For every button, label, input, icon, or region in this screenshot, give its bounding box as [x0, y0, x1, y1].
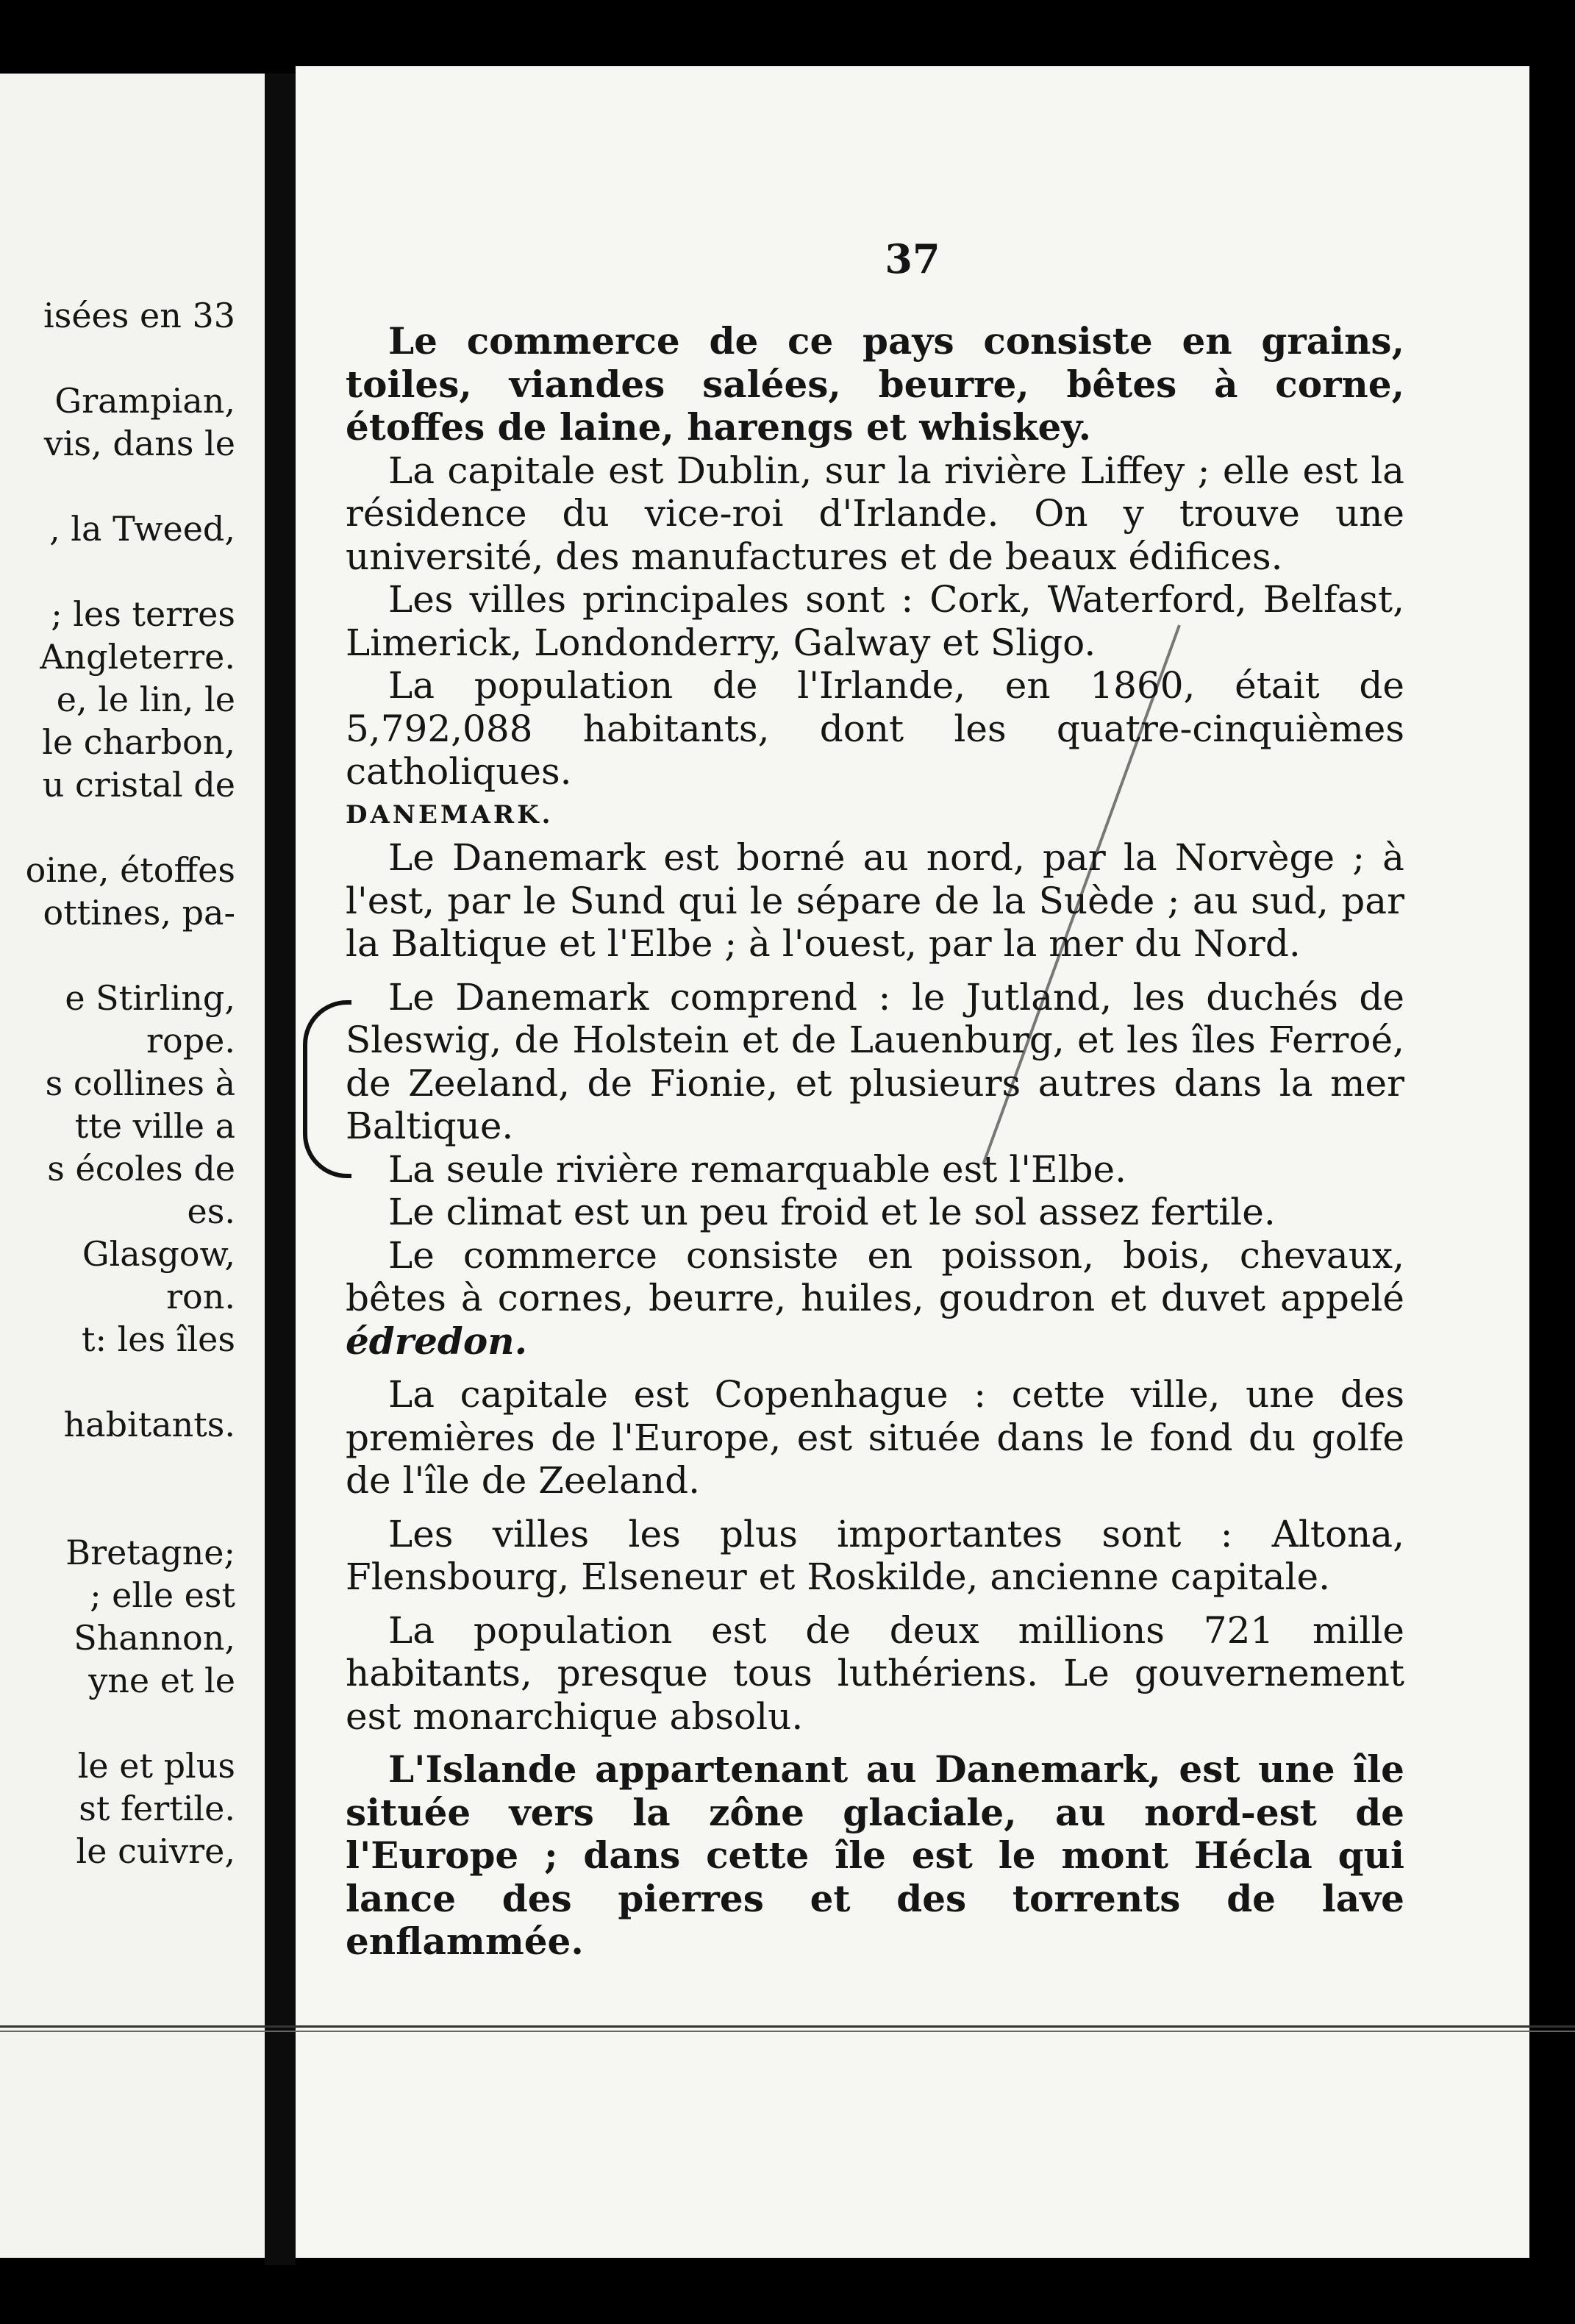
left-page-line: oine, étoffes: [25, 850, 235, 890]
paragraph-villes-danemark: Les villes les plus importantes sont : Altona, Flensbourg, Elseneur et Roskilde, ancienne capitale.: [346, 1512, 1404, 1598]
left-page-line: es.: [187, 1191, 235, 1231]
left-page: [0, 74, 265, 2258]
left-page-line: [0, 550, 235, 593]
left-page-line: Grampian,: [54, 381, 235, 421]
left-page-line: u cristal de: [42, 765, 235, 805]
left-page-line: s écoles de: [47, 1149, 235, 1188]
page-number: 37: [885, 235, 940, 282]
left-page-line: e, le lin, le: [56, 680, 235, 719]
left-page-line: le cuivre,: [76, 1831, 235, 1871]
left-page-line: Angleterre.: [40, 637, 235, 677]
paragraph-climat-danemark: Le climat est un peu froid et le sol assez fertile.: [388, 1191, 1276, 1233]
left-page-line: Shannon,: [74, 1618, 235, 1658]
paragraph-villes-irlande: Les villes principales sont : Cork, Waterford, Belfast, Limerick, Londonderry, Galway et Sligo.: [346, 578, 1404, 664]
left-page-line: Bretagne;: [65, 1533, 235, 1572]
left-page-line: [0, 1702, 235, 1744]
left-page-line: st fertile.: [79, 1789, 235, 1828]
left-page-line: le charbon,: [42, 722, 235, 762]
book-spine: [265, 74, 296, 2265]
left-page-line: [0, 1489, 235, 1531]
left-page-line: yne et le: [88, 1661, 235, 1700]
left-page-line: habitants.: [63, 1405, 235, 1444]
left-page-line: [0, 337, 235, 379]
commerce-text: Le commerce consiste en poisson, bois, chevaux, bêtes à cornes, beurre, huiles, goudron et duvet appelé: [346, 1233, 1404, 1319]
text-column: [346, 320, 1404, 1964]
left-page-line: s collines à: [45, 1063, 235, 1103]
left-page-line: Glasgow,: [82, 1234, 235, 1274]
left-page-text: [0, 294, 235, 1872]
left-page-line: [0, 1446, 235, 1489]
left-page-line: [0, 806, 235, 849]
handwritten-bracket-mark: [303, 1000, 351, 1178]
paragraph-capitale-irlande: La capitale est Dublin, sur la rivière Liffey ; elle est la résidence du vice-roi d'Irlande. On y trouve une université, des manufactures et de beaux édifices.: [346, 449, 1404, 578]
left-page-line: le et plus: [77, 1746, 235, 1786]
left-page-line: ; elle est: [90, 1575, 235, 1615]
left-page-line: ; les terres: [51, 594, 235, 634]
left-page-line: e Stirling,: [65, 978, 235, 1018]
left-page-line: rope.: [146, 1021, 235, 1061]
left-page-line: ron.: [166, 1277, 235, 1316]
section-heading-danemark: DANEMARK.: [346, 799, 554, 830]
left-page-line: [0, 934, 235, 977]
paragraph-commerce-danemark: [346, 1234, 1404, 1364]
left-page-line: vis, dans le: [43, 424, 235, 463]
paragraph-riviere-danemark: La seule rivière remarquable est l'Elbe.: [388, 1147, 1127, 1191]
left-page-line: tte ville a: [74, 1106, 235, 1146]
left-page-line: [0, 465, 235, 507]
paragraph-composition-danemark: Le Danemark comprend : le Jutland, les duchés de Sleswig, de Holstein et de Lauenburg, et les îles Ferroé, de Zeeland, de Fionie, et plusieurs autres dans la mer Baltique.: [346, 975, 1404, 1147]
left-page-line: isées en 33: [43, 296, 235, 335]
paragraph-frontieres-danemark: Le Danemark est borné au nord, par la Norvège ; à l'est, par le Sund qui le sépare de la Suède ; au sud, par la Baltique et l'Elbe ; à l'ouest, par la mer du Nord.: [346, 836, 1404, 965]
horizontal-rule: [0, 2025, 1575, 2032]
left-page-line: , la Tweed,: [49, 509, 235, 549]
paragraph-islande: L'Islande appartenant au Danemark, est une île située vers la zône glaciale, au nord-est de l'Europe ; dans cette île est le mont Hécla qui lance des pierres et des torrents de lave enflammée.: [346, 1747, 1404, 1963]
left-page-line: [0, 1361, 235, 1403]
paragraph-population-irlande: La population de l'Irlande, en 1860, était de 5,792,088 habitants, dont les quatre-cinquièmes catholiques.: [346, 664, 1404, 793]
left-page-line: ottines, pa-: [43, 893, 235, 933]
edredon-word: édredon.: [346, 1319, 527, 1363]
paragraph-commerce-irlande: Le commerce de ce pays consiste en grains, toiles, viandes salées, beurre, bêtes à corne, étoffes de laine, harengs et whiskey.: [346, 319, 1404, 449]
right-page: [296, 66, 1529, 2258]
paragraph-capitale-danemark: La capitale est Copenhague : cette ville, une des premières de l'Europe, est située dans le fond du golfe de l'île de Zeeland.: [346, 1373, 1404, 1502]
left-page-line: t: les îles: [81, 1319, 235, 1359]
paragraph-population-danemark: La population est de deux millions 721 mille habitants, presque tous luthériens. Le gouvernement est monarchique absolu.: [346, 1608, 1404, 1738]
